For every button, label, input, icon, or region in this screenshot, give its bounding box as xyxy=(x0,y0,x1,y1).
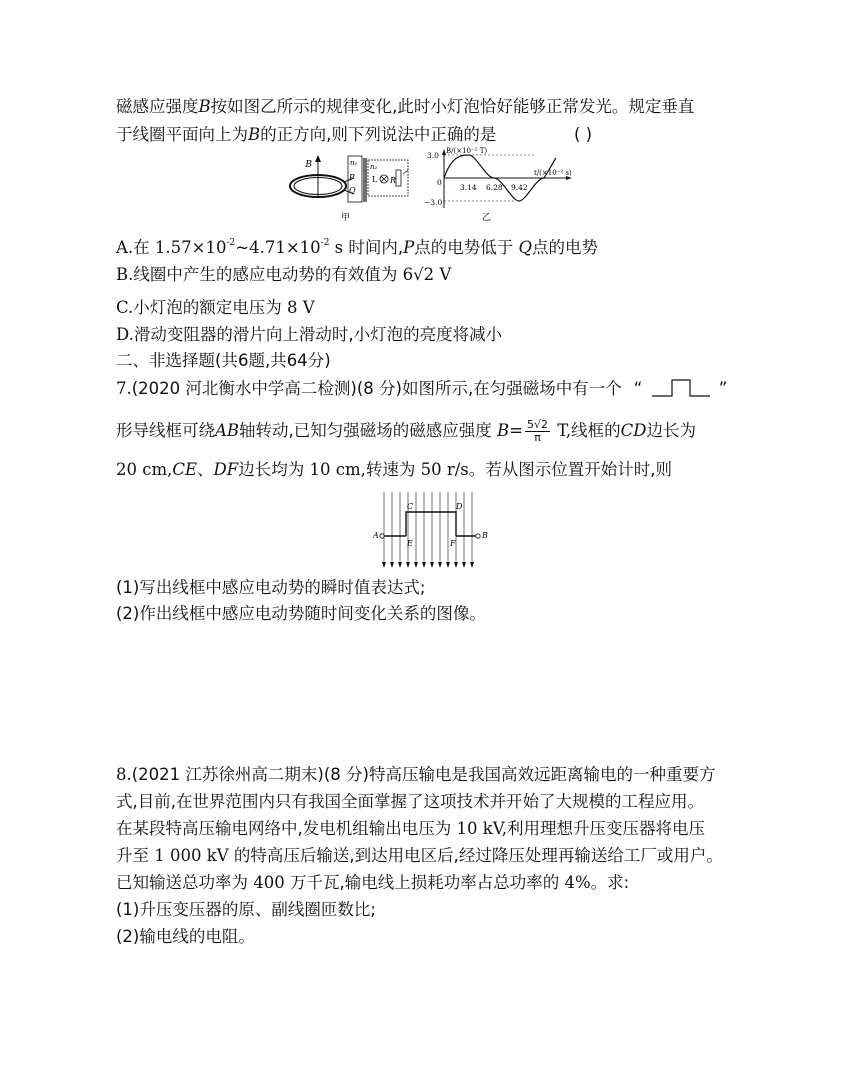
y-tick-bottom: −3.0 xyxy=(424,198,443,207)
label-r: R xyxy=(390,176,397,185)
q7-sub1: (1)写出线框中感应电动势的瞬时值表达式; xyxy=(116,578,426,597)
option-a: A.在 $1.57\times 10^{-2}\sim 4.71\times 10^{-2}$ s 时间内,P点的电势低于 Q点的电势 xyxy=(116,238,599,257)
figure-jia xyxy=(286,152,416,224)
label-b-point: B xyxy=(482,531,488,540)
section-title: 二、非选择题(共6题,共64分) xyxy=(116,351,331,370)
label-q: Q xyxy=(349,186,356,195)
q7-line3: 20 cm,CE、DF边长均为 10 cm,转速为 50 r/s。若从图示位置开始计时,则 xyxy=(116,460,673,479)
q8-line5: 已知输送总功率为 400 万千瓦,输电线上损耗功率占总功率的 4%。求: xyxy=(116,873,630,892)
figure-yi-chart xyxy=(424,146,584,226)
x-tick-1: 3.14 xyxy=(460,183,477,192)
x-tick-2: 6.28 xyxy=(486,183,503,192)
x-axis-label: t/(×10⁻² s) xyxy=(534,169,572,177)
q6-stem-line2: 于线圈平面向上为B的正方向,则下列说法中正确的是 ( ) xyxy=(116,125,593,144)
q7-line2: 形导线框可绕AB轴转动,已知匀强磁场的磁感应强度 B= $\frac{5√2}{\pi}$ T,线框的CD边长为 xyxy=(116,418,696,444)
q8-line1: 8.(2021 江苏徐州高二期末)(8 分)特高压输电是我国高效远距离输电的一种重要方 xyxy=(116,765,716,784)
option-d: D.滑动变阻器的滑片向上滑动时,小灯泡的亮度将减小 xyxy=(116,325,503,344)
label-e: E xyxy=(407,539,413,548)
label-c: C xyxy=(407,502,414,511)
q8-line4: 升至 1 000 kV 的特高压后输送,到达用电区后,经过降压处理再输送给工厂或用户。 xyxy=(116,846,723,865)
label-l: L xyxy=(372,175,378,184)
q7-frame-figure xyxy=(370,490,492,572)
y-tick-top: 3.0 xyxy=(427,151,439,160)
q7-sub2: (2)作出线框中感应电动势随时间变化关系的图像。 xyxy=(116,604,486,623)
option-c: C.小灯泡的额定电压为 8 V xyxy=(116,298,315,317)
q7-line1: 7.(2020 河北衡水中学高二检测)(8 分)如图所示,在匀强磁场中有一个 “ ” xyxy=(116,379,728,398)
answer-bracket: ( ) xyxy=(574,125,593,144)
label-p: P xyxy=(349,173,355,182)
label-b: B xyxy=(305,160,312,170)
origin-label: 0 xyxy=(437,178,442,187)
caption-yi: 乙 xyxy=(482,213,492,223)
option-b: B.线圈中产生的感应电动势的有效值为 6√2 V xyxy=(116,265,452,284)
q8-line2: 式,目前,在世界范围内只有我国全面掌握了这项技术并开始了大规模的工程应用。 xyxy=(116,792,704,811)
q6-stem-line1: 磁感应强度B按如图乙所示的规律变化,此时小灯泡恰好能够正常发光。规定垂直 xyxy=(116,97,695,116)
y-axis-label: B/(×10⁻² T) xyxy=(446,147,488,155)
q8-sub1: (1)升压变压器的原、副线圈匝数比; xyxy=(116,900,376,919)
q8-line3: 在某段特高压输电网络中,发电机组输出电压为 10 kV,利用理想升压变压器将电压 xyxy=(116,819,706,838)
caption-jia: 甲 xyxy=(341,213,351,223)
x-tick-3: 9.42 xyxy=(511,183,528,192)
label-n1: n₁ xyxy=(350,159,358,167)
q8-sub2: (2)输电线的电阻。 xyxy=(116,927,255,946)
label-n2: n₂ xyxy=(370,163,378,171)
frame-shape-icon xyxy=(650,378,712,398)
label-d: D xyxy=(456,502,463,511)
label-f: F xyxy=(450,539,456,548)
label-a: A xyxy=(373,531,379,540)
field-fraction: $\frac{5√2}{\pi}$ xyxy=(527,418,549,444)
